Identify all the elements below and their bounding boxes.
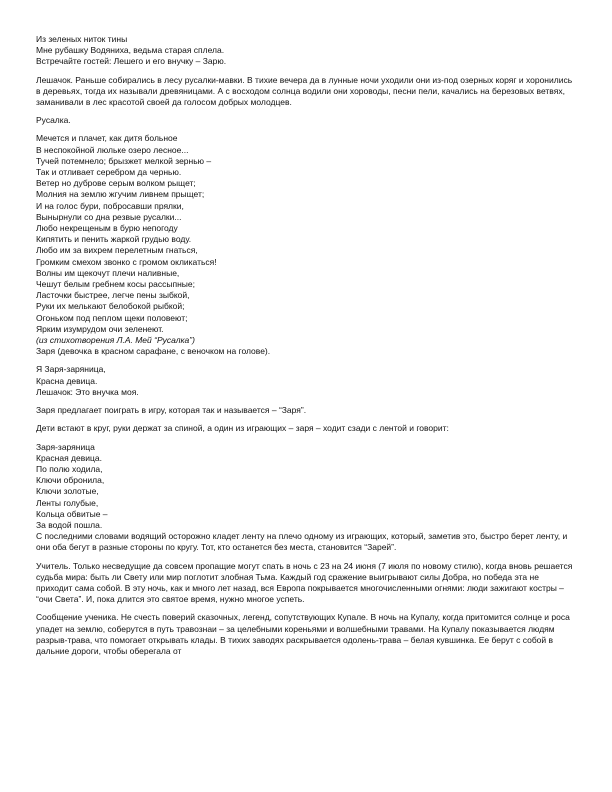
poem-line: Волны им щекочут плечи наливные, — [36, 267, 180, 278]
zarya-lines — [36, 364, 576, 398]
poem-line: Заря-заряница — [36, 441, 95, 452]
poem-line: Так и отливает серебром да чернью. — [36, 167, 182, 178]
paragraph-text: Лешачок. Раньше собирались в лесу русалки-мавки. В тихие вечера да в лунные ночи уходили они из-под озерных коряг и хоронились в деревьях, тогда их называли древяницами. А с восходом солнца водили они хороводы, песни пели, качались на березовых ветвях, заманивали в лес красотой своей да голосом добрых молодцев. — [36, 74, 573, 108]
poem-line: Молния на землю жгучим ливнем прыщет; — [36, 189, 205, 200]
paragraph-teacher — [36, 561, 576, 606]
dialogue-line: Я Заря-заряница, — [36, 364, 106, 375]
dialogue-line: Красна девица. — [36, 375, 98, 386]
poem-line: Мечется и плачет, как дитя больное — [36, 133, 178, 144]
game-poem — [36, 442, 576, 554]
poem-line: Любо им за вихрем перелетным гнаться, — [36, 245, 198, 256]
poem-line: Красная девица. — [36, 452, 102, 463]
poem-line: Ярким изумрудом очи зеленеют. — [36, 323, 164, 334]
paragraph-leshachok — [36, 75, 576, 109]
poem-line: Любо некрещеным в бурю непогоду — [36, 223, 178, 234]
poem-line: Вынырнули со дна резвые русалки... — [36, 211, 182, 222]
poem-line: Чешут белым гребнем косы рассыпные; — [36, 279, 195, 290]
poem-line: Встречайте гостей: Лешего и его внучку – Зарю. — [36, 56, 227, 67]
paragraph-text: Дети встают в круг, руки держат за спиной, а один из играющих – заря – ходит сзади с лентой и говорит: — [36, 423, 449, 434]
paragraph-text: Учитель. Только несведущие да совсем пропащие могут спать в ночь с 23 на 24 июня (7 июля по новому стилю), когда вновь решается судьба мира: быть ли Свету или мир поглотит злобная Тьма. Каждый год сражение выигрывают силы Добра, но победа эта не приходит сама собой. В эту ночь, как и много лет назад, вся Европа покрывается многочисленными огнями: люди зажигают костры – “очи Света”. И, пока длится это святое время, нужно многое успеть. — [36, 560, 573, 605]
poem-line: Кипятить и пенить жаркой грудью воду. — [36, 234, 192, 245]
paragraph-text: Заря предлагает поиграть в игру, которая так и называется – “Заря”. — [36, 405, 307, 416]
poem-line: Мне рубашку Водяниха, ведьма старая сплела. — [36, 45, 225, 56]
paragraph-game — [36, 405, 576, 416]
poem-line: Ласточки быстрее, легче пены зыбкой, — [36, 290, 190, 301]
rusalka-title — [36, 115, 576, 126]
poem-line: Огоньком под пеплом щеки половеют; — [36, 312, 188, 323]
poem-line: В неспокойной люльке озеро лесное... — [36, 144, 189, 155]
section-heading: Русалка. — [36, 115, 71, 126]
poem-line: Ключи обронила, — [36, 475, 105, 486]
poem-intro — [36, 34, 576, 68]
poem-line: Ветер но дуброве серым волком рыщет; — [36, 178, 196, 189]
poem-line: Кольца обвитые – — [36, 508, 108, 519]
poem-line: Из зеленых ниток тины — [36, 34, 128, 44]
dialogue-line: Лешачок: Это внучка моя. — [36, 386, 139, 397]
document-page — [36, 34, 576, 657]
paragraph-text: Сообщение ученика. Не счесть поверий сказочных, легенд, сопутствующих Купале. В ночь на Купалу, когда притомится солнце и роса упадет на землю, соберутся в путь травознаи – за целебными кореньями и волшебными травами. На Купалу показывается людям разрыв-трава, что помогает открывать клады. В тихих заводях раскрывается одолень-трава – белая кувшинка. Ее берут с собой в дальние дороги, чтобы оберегала от — [36, 612, 570, 656]
poem-line: Руки их мелькают белобокой рыбкой; — [36, 301, 185, 312]
paragraph-circle — [36, 423, 576, 434]
poem-line: За водой пошла. — [36, 519, 103, 530]
stage-direction: Заря (девочка в красном сарафане, с веночком на голове). — [36, 346, 271, 357]
poem-line: По полю ходила, — [36, 463, 103, 474]
poem-line: И на голос бури, поброcавши прялки, — [36, 200, 184, 211]
poem-line: Ключи золотые, — [36, 486, 99, 497]
poem-line: Ленты голубые, — [36, 497, 99, 508]
paragraph-text: С последними словами водящий осторожно кладет ленту на плечо одному из играющих, который, заметив это, быстро берет ленту, и они оба бегут в разные стороны по кругу. Тот, кто останется без места, становится “Зарей”. — [36, 531, 568, 553]
paragraph-student — [36, 612, 576, 657]
poem-line: Тучей потемнело; брызжет мелкой зернью – — [36, 155, 212, 166]
poem-source: (из стихотворения Л.А. Мей “Русалка”) — [36, 335, 195, 346]
rusalka-poem — [36, 133, 576, 357]
poem-line: Громким смехом звонко с громом окликаться! — [36, 256, 217, 267]
